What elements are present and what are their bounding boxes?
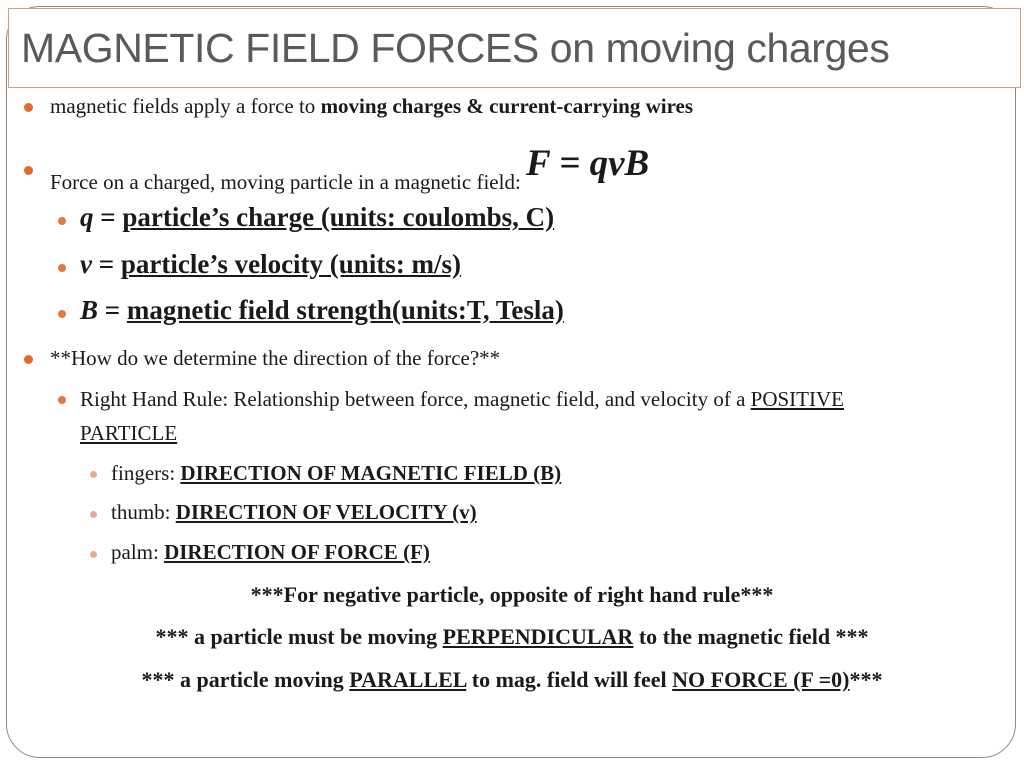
bullet-force-on-particle	[50, 142, 650, 194]
bullet-dot	[90, 471, 97, 478]
slide-title: MAGNETIC FIELD FORCES on moving charges	[21, 25, 890, 71]
var-definition: particle’s velocity (units: m/s)	[120, 249, 462, 279]
hand-label: fingers:	[111, 461, 181, 485]
note-negative-particle: ***For negative particle, opposite of right hand rule***	[250, 582, 774, 607]
bullet-dot	[24, 103, 33, 112]
hand-label: thumb:	[111, 500, 176, 524]
var-v	[80, 249, 461, 280]
note-underlined: PARALLEL	[349, 667, 467, 692]
var-equals: =	[91, 249, 121, 279]
hand-value: DIRECTION OF FORCE (F)	[164, 540, 430, 564]
force-formula: F = qvB	[526, 143, 650, 184]
bullet-dot	[24, 355, 33, 364]
bullet-dot	[58, 264, 66, 272]
var-equals: =	[93, 202, 123, 232]
bullet-magnetic-fields	[50, 94, 693, 119]
bullet-direction-question: **How do we determine the direction of the force?**	[50, 346, 501, 370]
var-definition: magnetic field strength(units:T, Tesla)	[126, 295, 564, 325]
var-symbol: B	[80, 295, 99, 325]
note-parallel	[0, 667, 1024, 693]
hand-thumb	[111, 500, 477, 525]
rhr-text: Right Hand Rule: Relationship between force, magnetic field, and velocity of a	[80, 387, 751, 411]
bullet-text: magnetic fields apply a force to	[50, 94, 321, 118]
hand-value: DIRECTION OF VELOCITY (v)	[175, 500, 477, 524]
hand-palm	[111, 540, 430, 565]
bullet-text: Force on a charged, moving particle in a magnetic field:	[50, 170, 527, 194]
bullet-dot	[24, 166, 33, 175]
bullet-bold-text: moving charges & current-carrying wires	[320, 94, 694, 118]
bullet-dot	[58, 396, 66, 404]
note-text: *** a particle must be moving	[155, 624, 443, 649]
bullet-dot	[58, 310, 66, 318]
rhr-positive: POSITIVE	[750, 387, 844, 411]
title-box	[8, 8, 1021, 88]
note-underlined: PERPENDICULAR	[442, 624, 634, 649]
hand-value: DIRECTION OF MAGNETIC FIELD (B)	[180, 461, 562, 485]
rhr-particle: PARTICLE	[80, 421, 178, 445]
right-hand-rule	[80, 387, 844, 412]
note-text: to the magnetic field ***	[633, 624, 869, 649]
hand-fingers	[111, 461, 561, 486]
bullet-dot	[90, 511, 97, 518]
var-b	[80, 295, 564, 326]
bullet-dot	[58, 217, 66, 225]
var-symbol: q	[80, 202, 94, 232]
note-text: to mag. field will feel	[466, 667, 673, 692]
var-definition: particle’s charge (units: coulombs, C)	[122, 202, 555, 232]
note-perpendicular	[0, 624, 1024, 650]
var-q	[80, 202, 554, 233]
var-symbol: v	[80, 249, 92, 279]
hand-label: palm:	[111, 540, 165, 564]
var-equals: =	[98, 295, 127, 325]
note-text: *** a particle moving	[141, 667, 350, 692]
bullet-dot	[90, 551, 97, 558]
note-underlined: NO FORCE (F =0)	[672, 667, 850, 692]
note-text: ***	[849, 667, 883, 692]
